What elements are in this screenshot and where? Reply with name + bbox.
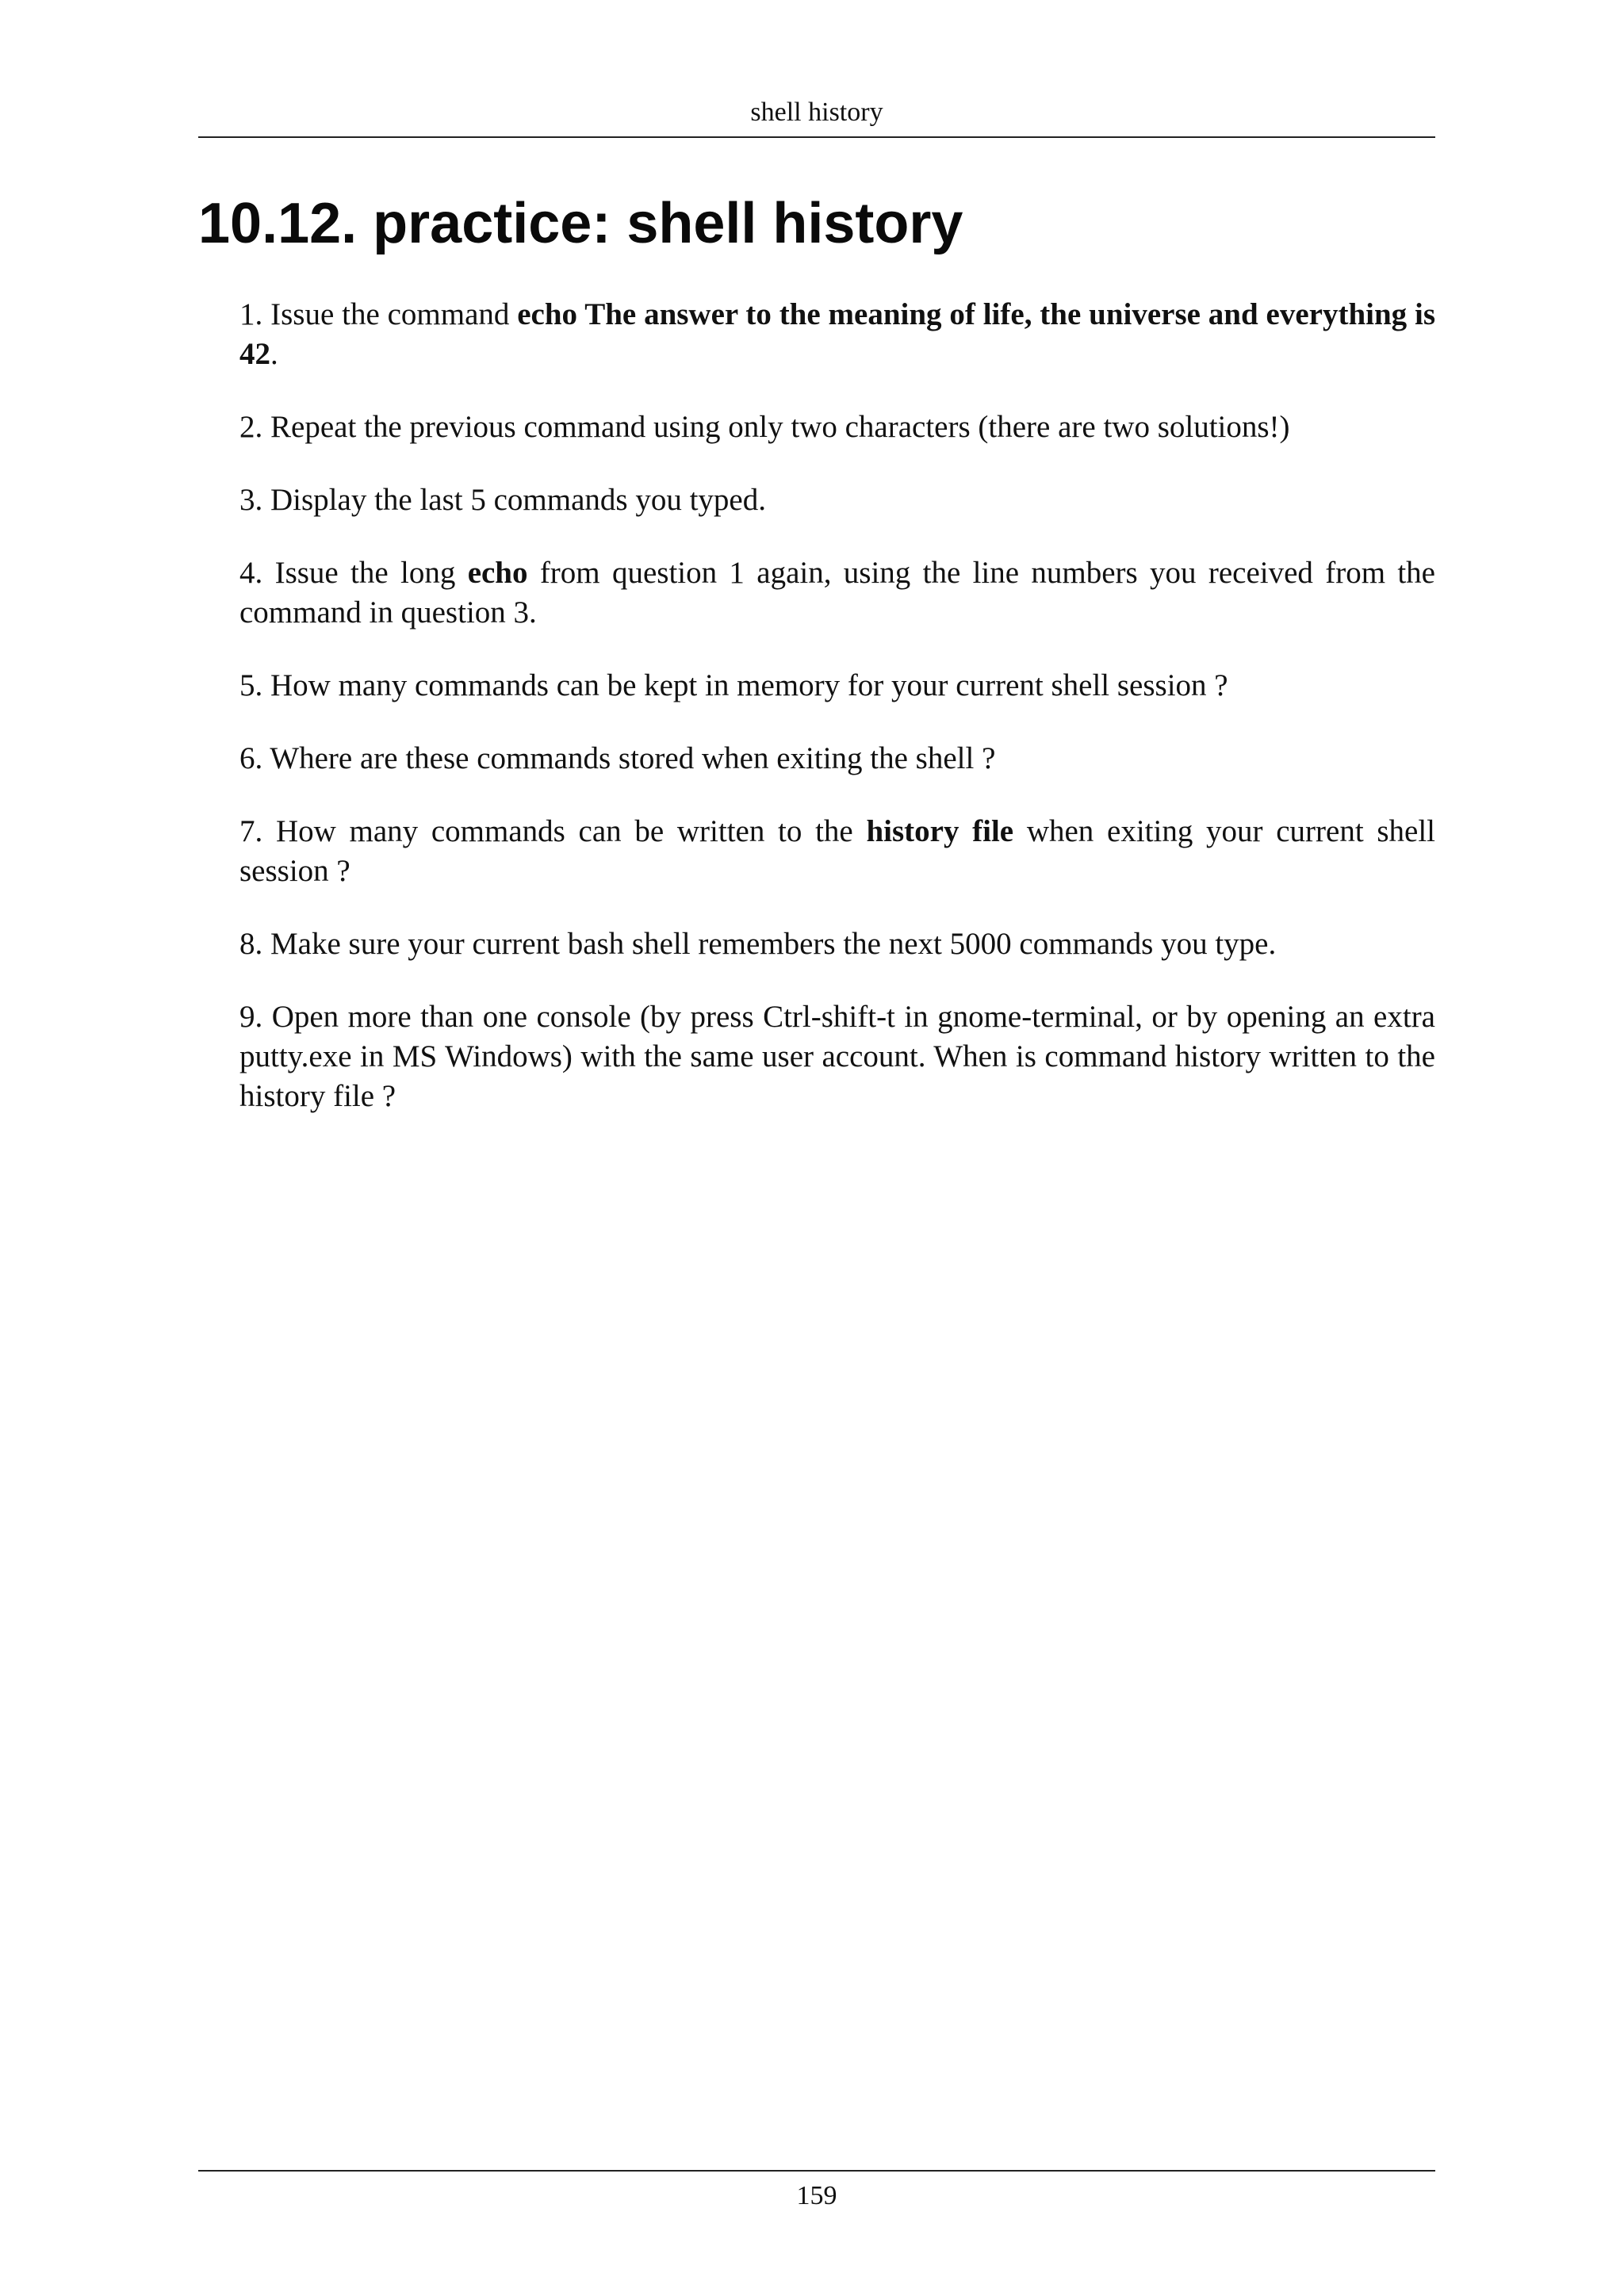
question-number: 3.	[239, 483, 263, 517]
question-text: Where are these commands stored when exiting the shell ?	[270, 741, 996, 775]
question-7	[239, 812, 1435, 891]
question-text: Make sure your current bash shell remembers the next 5000 commands you type.	[270, 927, 1277, 961]
question-3	[239, 480, 1435, 520]
question-text: Display the last 5 commands you typed.	[270, 483, 766, 517]
question-6	[239, 739, 1435, 779]
question-text: Issue the command	[270, 297, 518, 331]
question-text: How many commands can be kept in memory for your current shell session ?	[270, 668, 1228, 702]
question-number: 8.	[239, 927, 263, 961]
question-text: How many commands can be written to the	[275, 814, 867, 848]
question-text: Issue the long	[274, 556, 468, 590]
question-2	[239, 408, 1435, 447]
question-number: 5.	[239, 668, 263, 702]
question-9	[239, 997, 1435, 1116]
term-text: history file	[866, 814, 1014, 848]
question-number: 9.	[239, 1000, 263, 1034]
page-number: 159	[796, 2181, 837, 2210]
question-text: from question 1 again, using the line numbers you received from the command in question 3.	[239, 556, 1435, 629]
question-text: Repeat the previous command using only two characters (there are two solutions!)	[270, 410, 1290, 444]
question-number: 1.	[239, 297, 263, 331]
question-text: when exiting your current shell session ?	[239, 814, 1436, 888]
footer-rule	[198, 2170, 1435, 2172]
command-text: echo The answer to the meaning of life, the universe and everything is 42	[239, 297, 1436, 371]
question-list	[239, 295, 1435, 1150]
question-text: .	[270, 337, 278, 371]
running-header: shell history	[750, 98, 883, 127]
question-number: 2.	[239, 410, 263, 444]
question-8	[239, 924, 1435, 964]
header-rule	[198, 136, 1435, 138]
page-title: 10.12. practice: shell history	[198, 192, 963, 255]
question-4	[239, 553, 1435, 633]
question-1	[239, 295, 1435, 374]
question-5	[239, 666, 1435, 706]
question-text: Open more than one console (by press Ctrl-shift-t in gnome-terminal, or by opening an extra putty.exe in MS Windows) with the same user account. When is command history written to the history file ?	[239, 1000, 1435, 1113]
command-text: echo	[467, 556, 528, 590]
question-number: 7.	[239, 814, 263, 848]
question-number: 4.	[239, 556, 263, 590]
question-number: 6.	[239, 741, 263, 775]
